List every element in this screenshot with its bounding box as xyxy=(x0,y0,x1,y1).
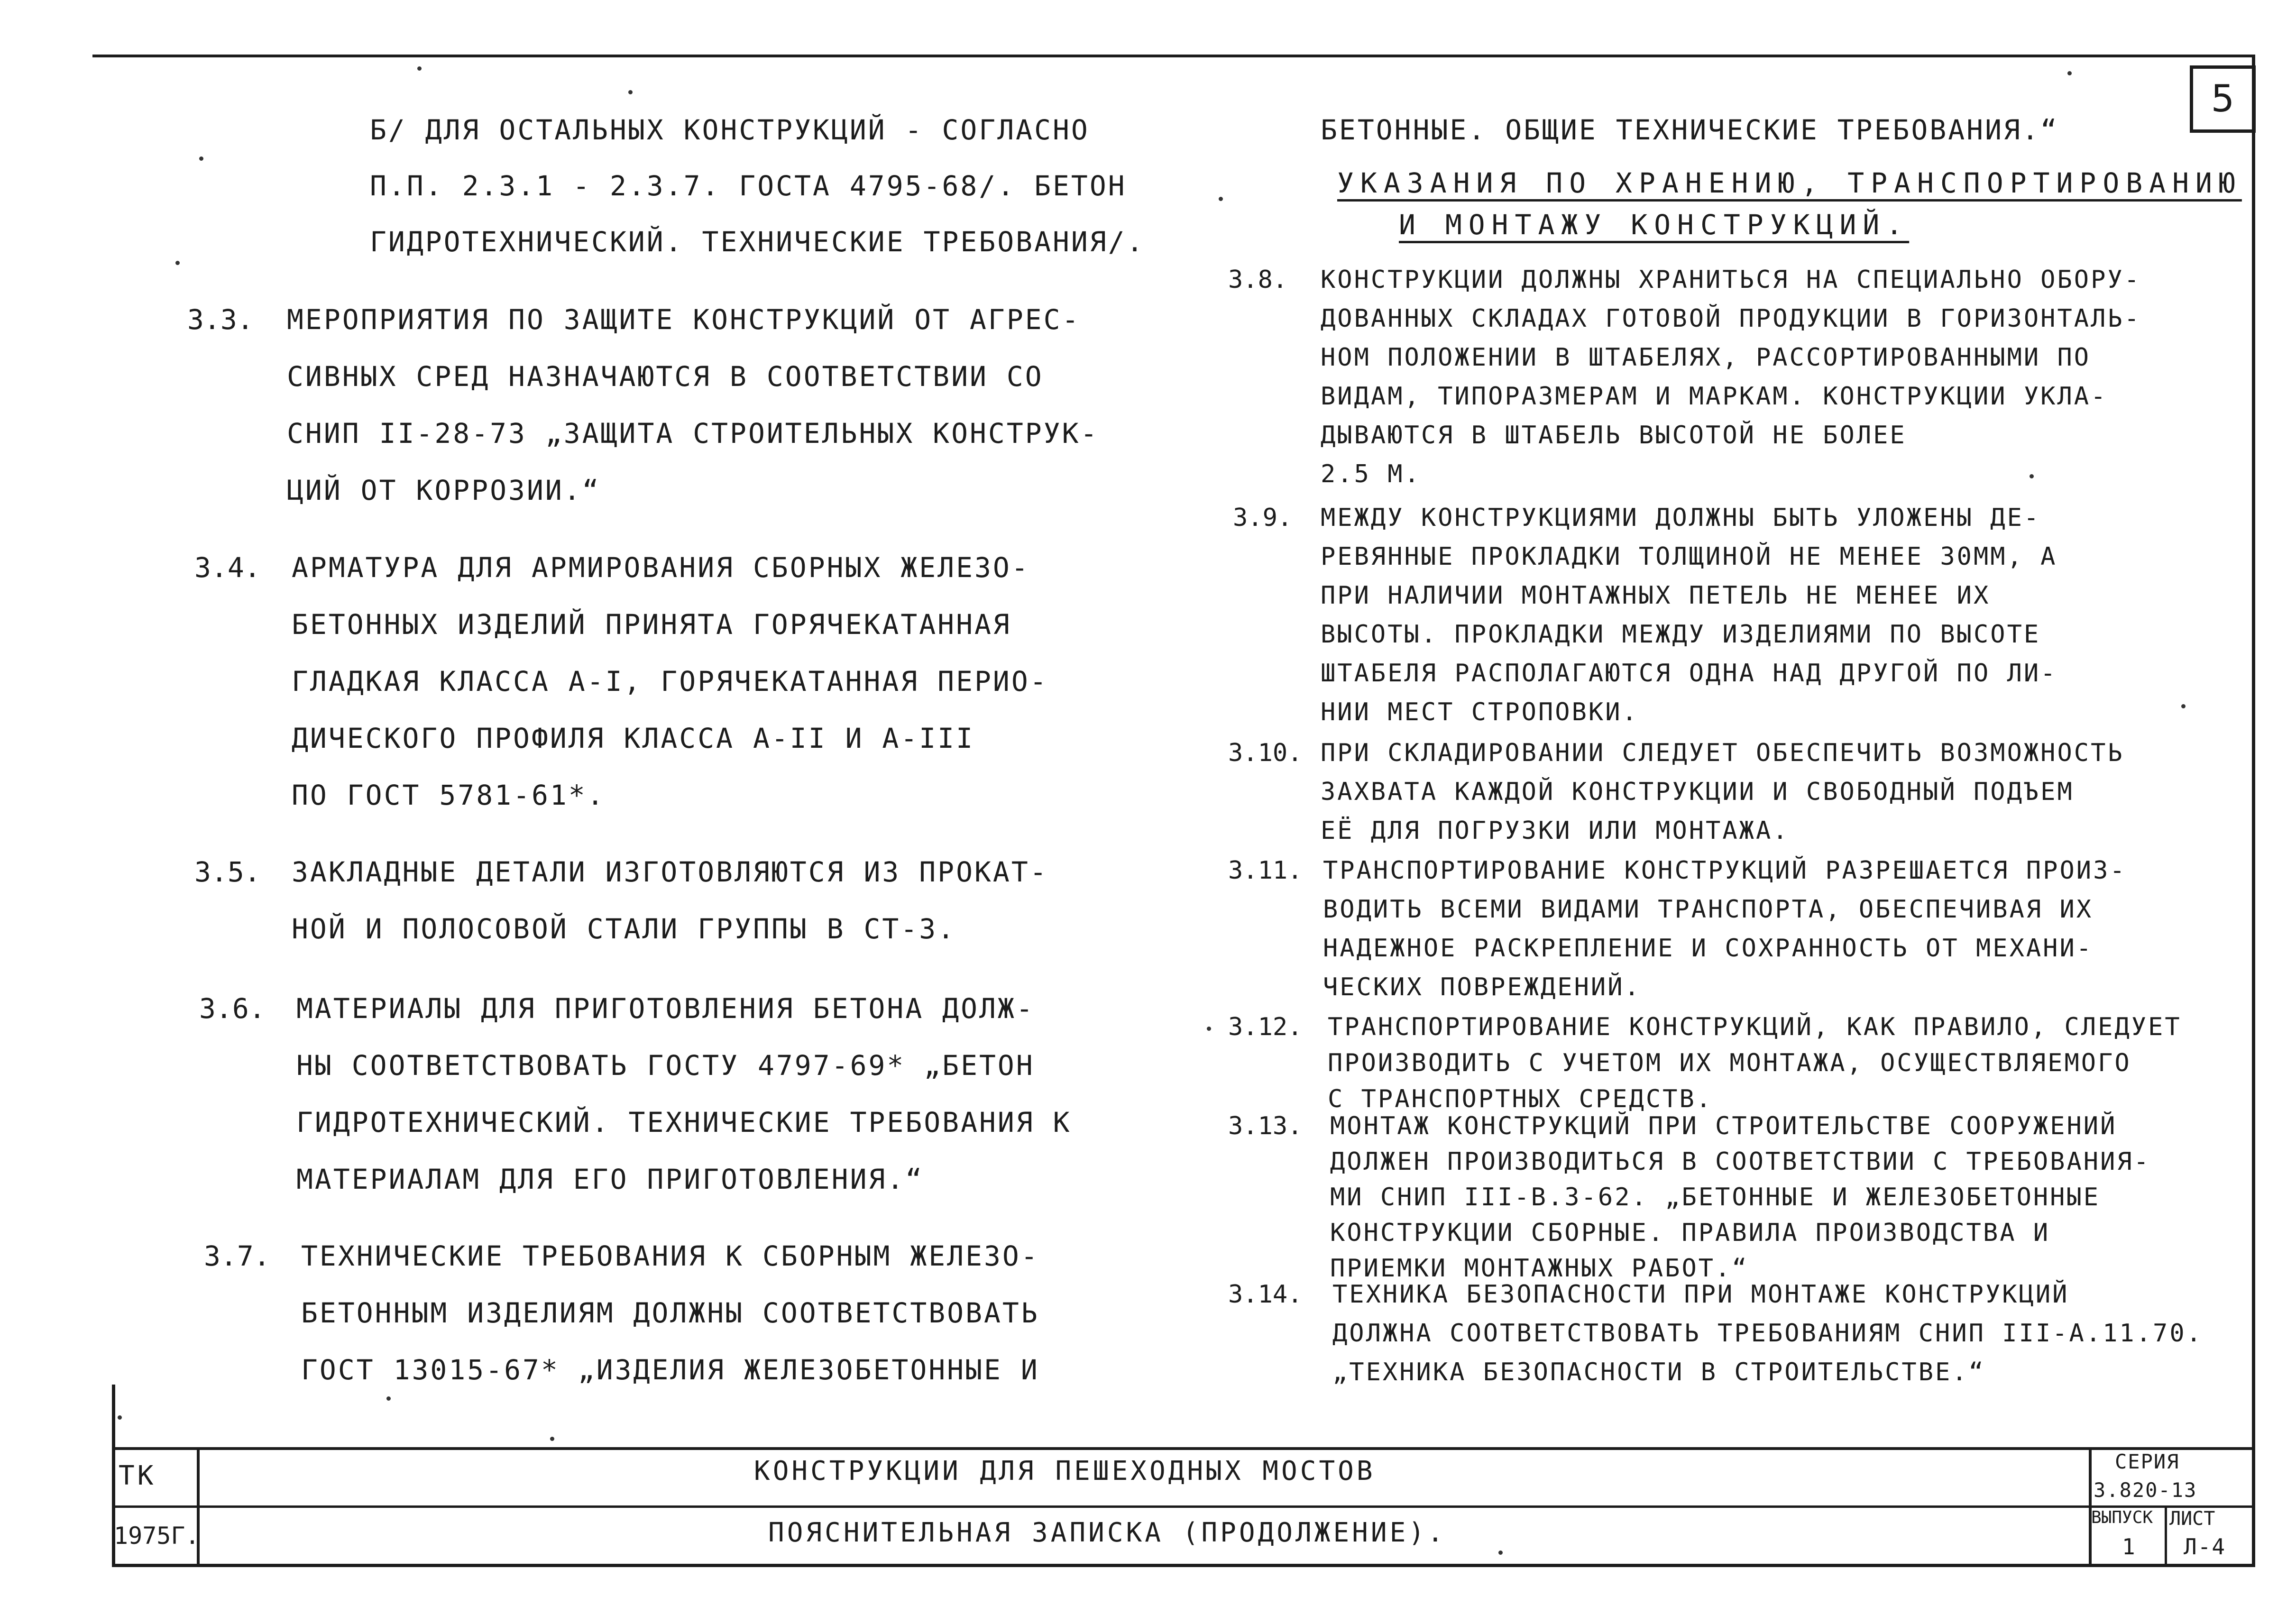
clause-line: ДОЛЖЕН ПРОИЗВОДИТЬСЯ В СООТВЕТСТВИИ С ТРЕБОВАНИЯ- xyxy=(1330,1147,2151,1176)
scan-speck xyxy=(2067,71,2072,75)
scan-speck xyxy=(175,261,180,265)
scan-speck xyxy=(199,156,203,161)
clause-line: НЫ СООТВЕТСТВОВАТЬ ГОСТУ 4797-69* „БЕТОН xyxy=(296,1049,1035,1082)
clause-number: 3.10. xyxy=(1228,739,1303,767)
clause-number: 3.8. xyxy=(1228,266,1288,294)
frame-right-border xyxy=(2252,55,2255,1567)
clause-line: НОЙ И ПОЛОСОВОЙ СТАЛИ ГРУППЫ В СТ-3. xyxy=(292,913,956,945)
sheet-label: ЛИСТ xyxy=(2169,1508,2215,1530)
clause-number: 3.7. xyxy=(204,1240,270,1272)
section-heading: И МОНТАЖУ КОНСТРУКЦИЙ. xyxy=(1399,209,1910,241)
clause-line: ДОВАННЫХ СКЛАДАХ ГОТОВОЙ ПРОДУКЦИИ В ГОРИЗОНТАЛЬ- xyxy=(1321,304,2141,333)
clause-number: 3.5. xyxy=(194,856,261,888)
clause-line: КОНСТРУКЦИИ СБОРНЫЕ. ПРАВИЛА ПРОИЗВОДСТВА И xyxy=(1330,1219,2050,1247)
clause-line: МАТЕРИАЛЫ ДЛЯ ПРИГОТОВЛЕНИЯ БЕТОНА ДОЛЖ- xyxy=(296,992,1035,1025)
clause-line: МОНТАЖ КОНСТРУКЦИЙ ПРИ СТРОИТЕЛЬСТВЕ СООРУЖЕНИЙ xyxy=(1330,1112,2117,1140)
clause-line: ЧЕСКИХ ПОВРЕЖДЕНИЙ. xyxy=(1323,973,1641,1001)
scan-speck xyxy=(386,1396,391,1401)
clause-line: ПРОИЗВОДИТЬ С УЧЕТОМ ИХ МОНТАЖА, ОСУЩЕСТВЛЯЕМОГО xyxy=(1328,1049,2131,1077)
clause-line: НОМ ПОЛОЖЕНИИ В ШТАБЕЛЯХ, РАССОРТИРОВАННЫМИ ПО xyxy=(1321,343,2091,372)
title-block-middle-line xyxy=(112,1505,2255,1508)
clause-line: ВОДИТЬ ВСЕМИ ВИДАМИ ТРАНСПОРТА, ОБЕСПЕЧИВАЯ ИХ xyxy=(1323,895,2094,924)
clause-line: ЗАКЛАДНЫЕ ДЕТАЛИ ИЗГОТОВЛЯЮТСЯ ИЗ ПРОКАТ- xyxy=(292,856,1048,888)
clause-line: ПРИ СКЛАДИРОВАНИИ СЛЕДУЕТ ОБЕСПЕЧИТЬ ВОЗМОЖНОСТЬ xyxy=(1321,739,2124,767)
sheet-value: Л-4 xyxy=(2184,1534,2226,1560)
intro-line: П.П. 2.3.1 - 2.3.7. ГОСТА 4795-68/. БЕТОН xyxy=(370,170,1127,202)
clause-number: 3.9. xyxy=(1233,504,1293,532)
scan-speck xyxy=(550,1437,554,1441)
clause-line: „ТЕХНИКА БЕЗОПАСНОСТИ В СТРОИТЕЛЬСТВЕ.“ xyxy=(1332,1358,1985,1386)
title-block-small-divider xyxy=(2165,1505,2167,1565)
clause-line: МЕРОПРИЯТИЯ ПО ЗАЩИТЕ КОНСТРУКЦИЙ ОТ АГРЕС- xyxy=(287,303,1081,336)
document-title: КОНСТРУКЦИИ ДЛЯ ПЕШЕХОДНЫХ МОСТОВ xyxy=(754,1456,1376,1486)
title-block-right-divider xyxy=(2089,1447,2092,1566)
clause-number: 3.13. xyxy=(1228,1112,1303,1140)
section-heading: УКАЗАНИЯ ПО ХРАНЕНИЮ, ТРАНСПОРТИРОВАНИЮ xyxy=(1337,167,2242,199)
frame-bottom-border xyxy=(112,1564,2255,1567)
scan-speck xyxy=(2030,474,2034,478)
scan-speck xyxy=(628,90,633,94)
clause-line: МАТЕРИАЛАМ ДЛЯ ЕГО ПРИГОТОВЛЕНИЯ.“ xyxy=(296,1163,924,1195)
clause-line: ШТАБЕЛЯ РАСПОЛАГАЮТСЯ ОДНА НАД ДРУГОЙ ПО ЛИ- xyxy=(1321,659,2057,688)
series-label: СЕРИЯ xyxy=(2115,1450,2180,1473)
clause-line: 2.5 М. xyxy=(1321,460,1421,488)
clause-line: С ТРАНСПОРТНЫХ СРЕДСТВ. xyxy=(1328,1085,1713,1113)
clause-line: БЕТОННЫХ ИЗДЕЛИЙ ПРИНЯТА ГОРЯЧЕКАТАННАЯ xyxy=(292,608,1011,641)
clause-line: МИ СНИП III-В.3-62. „БЕТОННЫЕ И ЖЕЛЕЗОБЕТОННЫЕ xyxy=(1330,1183,2101,1211)
clause-line: ЗАХВАТА КАЖДОЙ КОНСТРУКЦИИ И СВОБОДНЫЙ ПОДЪЕМ xyxy=(1321,778,2074,806)
scan-speck xyxy=(2181,704,2186,708)
clause-line: НАДЕЖНОЕ РАСКРЕПЛЕНИЕ И СОХРАННОСТЬ ОТ МЕХАНИ- xyxy=(1323,934,2094,963)
clause-line: БЕТОННЫМ ИЗДЕЛИЯМ ДОЛЖНЫ СООТВЕТСТВОВАТЬ xyxy=(301,1297,1039,1329)
clause-line: ДЫВАЮТСЯ В ШТАБЕЛЬ ВЫСОТОЙ НЕ БОЛЕЕ xyxy=(1321,421,1907,450)
clause-line: РЕВЯННЫЕ ПРОКЛАДКИ ТОЛЩИНОЙ НЕ МЕНЕЕ 30ММ, А xyxy=(1321,542,2057,571)
issue-label: ВЫПУСК xyxy=(2091,1508,2153,1527)
scan-speck xyxy=(1219,197,1223,201)
clause-line: ПО ГОСТ 5781-61*. xyxy=(292,779,606,811)
clause-line: ТРАНСПОРТИРОВАНИЕ КОНСТРУКЦИЙ РАЗРЕШАЕТСЯ ПРОИЗ- xyxy=(1323,856,2127,885)
clause-number: 3.14. xyxy=(1228,1280,1303,1309)
clause-line: МЕЖДУ КОНСТРУКЦИЯМИ ДОЛЖНЫ БЫТЬ УЛОЖЕНЫ ДЕ- xyxy=(1321,504,2041,532)
clause-line: СИВНЫХ СРЕД НАЗНАЧАЮТСЯ В СООТВЕТСТВИИ СО xyxy=(287,360,1044,393)
intro-line: БЕТОННЫЕ. ОБЩИЕ ТЕХНИЧЕСКИЕ ТРЕБОВАНИЯ.“ xyxy=(1321,114,2059,146)
clause-number: 3.11. xyxy=(1228,856,1303,885)
clause-line: ГЛАДКАЯ КЛАССА A-I, ГОРЯЧЕКАТАННАЯ ПЕРИО- xyxy=(292,665,1048,697)
scan-speck xyxy=(1498,1551,1503,1555)
clause-line: ЕЁ ДЛЯ ПОГРУЗКИ ИЛИ МОНТАЖА. xyxy=(1321,817,1790,845)
year: 1975Г. xyxy=(114,1522,200,1550)
intro-line: Б/ ДЛЯ ОСТАЛЬНЫХ КОНСТРУКЦИЙ - СОГЛАСНО xyxy=(370,114,1090,146)
clause-line: ТРАНСПОРТИРОВАНИЕ КОНСТРУКЦИЙ, КАК ПРАВИЛО, СЛЕДУЕТ xyxy=(1328,1013,2182,1041)
document-subtitle: ПОЯСНИТЕЛЬНАЯ ЗАПИСКА (ПРОДОЛЖЕНИЕ). xyxy=(768,1517,1446,1548)
clause-line: ЦИЙ ОТ КОРРОЗИИ.“ xyxy=(287,474,601,506)
clause-line: НИИ МЕСТ СТРОПОВКИ. xyxy=(1321,698,1639,726)
intro-line: ГИДРОТЕХНИЧЕСКИЙ. ТЕХНИЧЕСКИЕ ТРЕБОВАНИЯ/. xyxy=(370,226,1145,258)
clause-line: ТЕХНИКА БЕЗОПАСНОСТИ ПРИ МОНТАЖЕ КОНСТРУКЦИЙ xyxy=(1332,1280,2069,1309)
clause-line: ПРИЕМКИ МОНТАЖНЫХ РАБОТ.“ xyxy=(1330,1254,1749,1283)
scan-speck xyxy=(417,66,422,71)
scan-speck xyxy=(1207,1027,1211,1031)
clause-number: 3.4. xyxy=(194,551,261,584)
clause-number: 3.3. xyxy=(187,303,254,336)
issue-value: 1 xyxy=(2122,1534,2138,1560)
clause-line: ГОСТ 13015-67* „ИЗДЕЛИЯ ЖЕЛЕЗОБЕТОННЫЕ И xyxy=(301,1354,1039,1386)
clause-line: ПРИ НАЛИЧИИ МОНТАЖНЫХ ПЕТЕЛЬ НЕ МЕНЕЕ ИХ xyxy=(1321,581,1991,610)
title-block-top-line xyxy=(112,1447,2255,1450)
clause-line: КОНСТРУКЦИИ ДОЛЖНЫ ХРАНИТЬСЯ НА СПЕЦИАЛЬНО ОБОРУ- xyxy=(1321,266,2141,294)
clause-line: АРМАТУРА ДЛЯ АРМИРОВАНИЯ СБОРНЫХ ЖЕЛЕЗО- xyxy=(292,551,1030,584)
series-value: 3.820-13 xyxy=(2094,1478,2197,1502)
frame-top-border xyxy=(92,55,2255,57)
org-code: ТК xyxy=(119,1460,156,1491)
scan-speck xyxy=(118,1415,122,1420)
clause-line: ТЕХНИЧЕСКИЕ ТРЕБОВАНИЯ К СБОРНЫМ ЖЕЛЕЗО- xyxy=(301,1240,1039,1272)
clause-line: ДИЧЕСКОГО ПРОФИЛЯ КЛАССА A-II И A-III xyxy=(292,722,975,754)
clause-line: ГИДРОТЕХНИЧЕСКИЙ. ТЕХНИЧЕСКИЕ ТРЕБОВАНИЯ К xyxy=(296,1106,1072,1138)
clause-number: 3.12. xyxy=(1228,1013,1303,1041)
clause-line: ДОЛЖНА СООТВЕТСТВОВАТЬ ТРЕБОВАНИЯМ СНИП III-А.11.70. xyxy=(1332,1319,2203,1348)
clause-line: СНИП II-28-73 „ЗАЩИТА СТРОИТЕЛЬНЫХ КОНСТРУК- xyxy=(287,417,1099,450)
clause-line: ВЫСОТЫ. ПРОКЛАДКИ МЕЖДУ ИЗДЕЛИЯМИ ПО ВЫСОТЕ xyxy=(1321,620,2041,649)
page-number: 5 xyxy=(2190,65,2256,133)
clause-number: 3.6. xyxy=(199,992,266,1025)
clause-line: ВИДАМ, ТИПОРАЗМЕРАМ И МАРКАМ. КОНСТРУКЦИИ УКЛА- xyxy=(1321,382,2108,411)
